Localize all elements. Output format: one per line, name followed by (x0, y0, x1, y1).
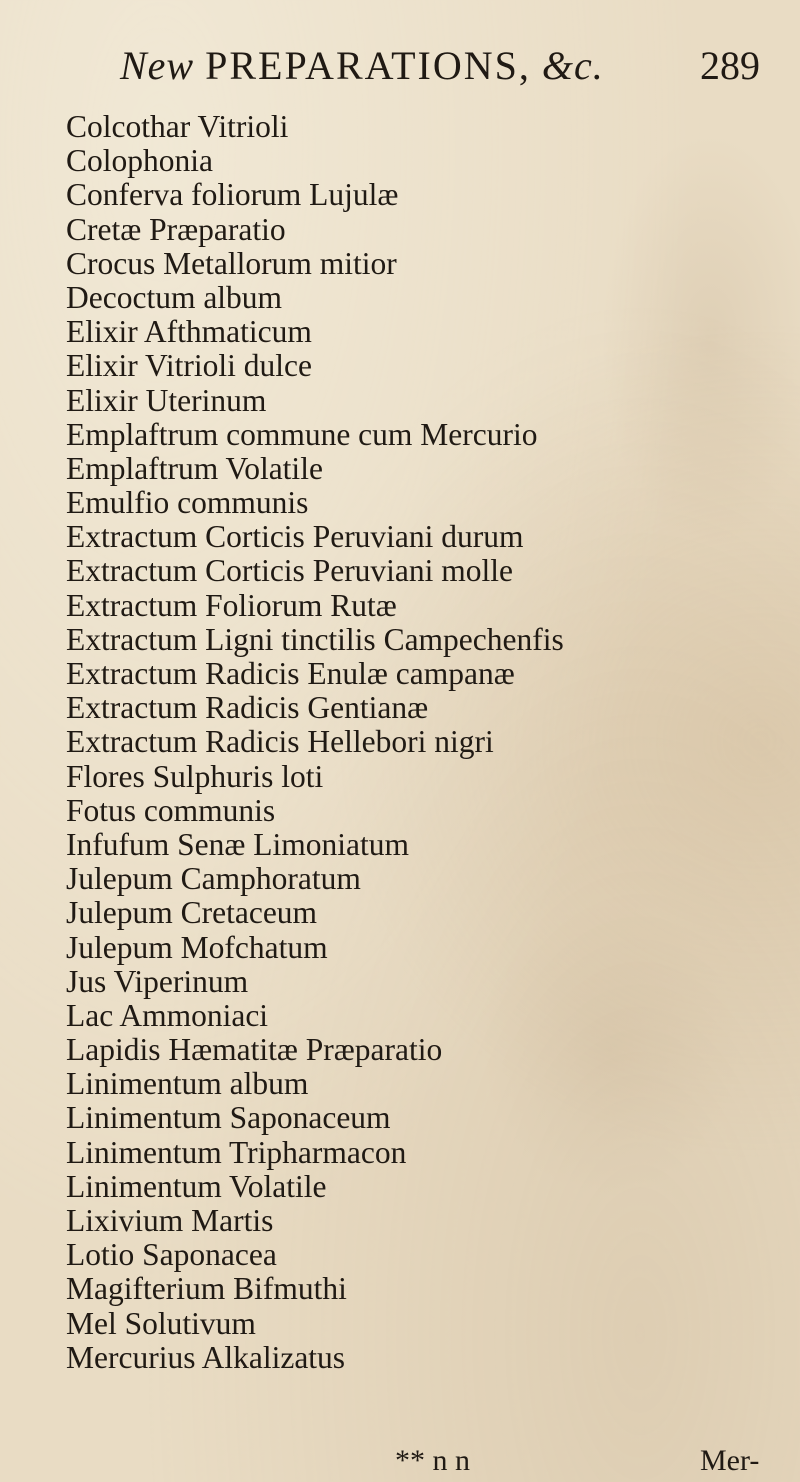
signature-mark: ** n n (395, 1444, 470, 1477)
list-item: Linimentum Saponaceum (66, 1100, 391, 1136)
list-item: Extractum Foliorum Rutæ (66, 587, 397, 623)
list-item: Emplaftrum commune cum Mercurio (66, 416, 538, 452)
list-item: Mercurius Alkalizatus (66, 1339, 346, 1375)
list-item: Lapidis Hæmatitæ Præparatio (66, 1032, 443, 1068)
list-item: Infufum Senæ Limoniatum (66, 826, 409, 862)
catchword: Mer- (700, 1444, 760, 1477)
list-item: Magifterium Bifmuthi (66, 1271, 347, 1307)
list-item: Extractum Radicis Hellebori nigri (66, 724, 494, 760)
running-head (120, 42, 604, 89)
list-item: Elixir Afthmaticum (66, 314, 312, 350)
running-head-italic: New (120, 43, 195, 88)
list-item: Mel Solutivum (66, 1305, 256, 1341)
list-item: Colophonia (66, 143, 213, 179)
list-item: Cretæ Præparatio (66, 211, 286, 247)
list-item: Emplaftrum Volatile (66, 450, 323, 486)
list-item: Extractum Ligni tinctilis Campechenfis (66, 621, 564, 657)
list-item: Elixir Uterinum (66, 382, 267, 418)
list-item: Lac Ammoniaci (66, 997, 269, 1033)
list-item: Fotus communis (66, 792, 276, 828)
list-item: Decoctum album (66, 279, 283, 315)
page-header (120, 42, 760, 102)
list-item: Flores Sulphuris loti (66, 758, 324, 794)
preparations-list (66, 110, 746, 1375)
list-item: Jus Viperinum (66, 963, 249, 999)
list-item: Extractum Radicis Gentianæ (66, 690, 429, 726)
list-item: Linimentum album (66, 1066, 309, 1102)
list-item: Julepum Cretaceum (66, 895, 318, 931)
list-item: Colcothar Vitrioli (66, 109, 289, 144)
list-item: Extractum Corticis Peruviani molle (66, 553, 514, 589)
list-item: Julepum Mofchatum (66, 929, 328, 965)
list-item: Lotio Saponacea (66, 1237, 277, 1273)
list-item: Linimentum Volatile (66, 1168, 327, 1204)
list-item: Lixivium Martis (66, 1203, 274, 1238)
page-footer (0, 1444, 800, 1482)
list-item: Crocus Metallorum mitior (66, 245, 397, 281)
running-head-etc: &c. (541, 43, 604, 88)
list-item: Linimentum Tripharmacon (66, 1134, 407, 1170)
list-item: Emulfio communis (66, 485, 309, 521)
running-head-title: PREPARATIONS, (205, 43, 531, 88)
list-item: Elixir Vitrioli dulce (66, 348, 312, 384)
list-item: Extractum Radicis Enulæ campanæ (66, 656, 515, 691)
list-item: Conferva foliorum Lujulæ (66, 177, 399, 213)
list-item: Extractum Corticis Peruviani durum (66, 519, 524, 555)
page-number: 289 (700, 43, 760, 88)
list-item: Julepum Camphoratum (66, 861, 361, 897)
